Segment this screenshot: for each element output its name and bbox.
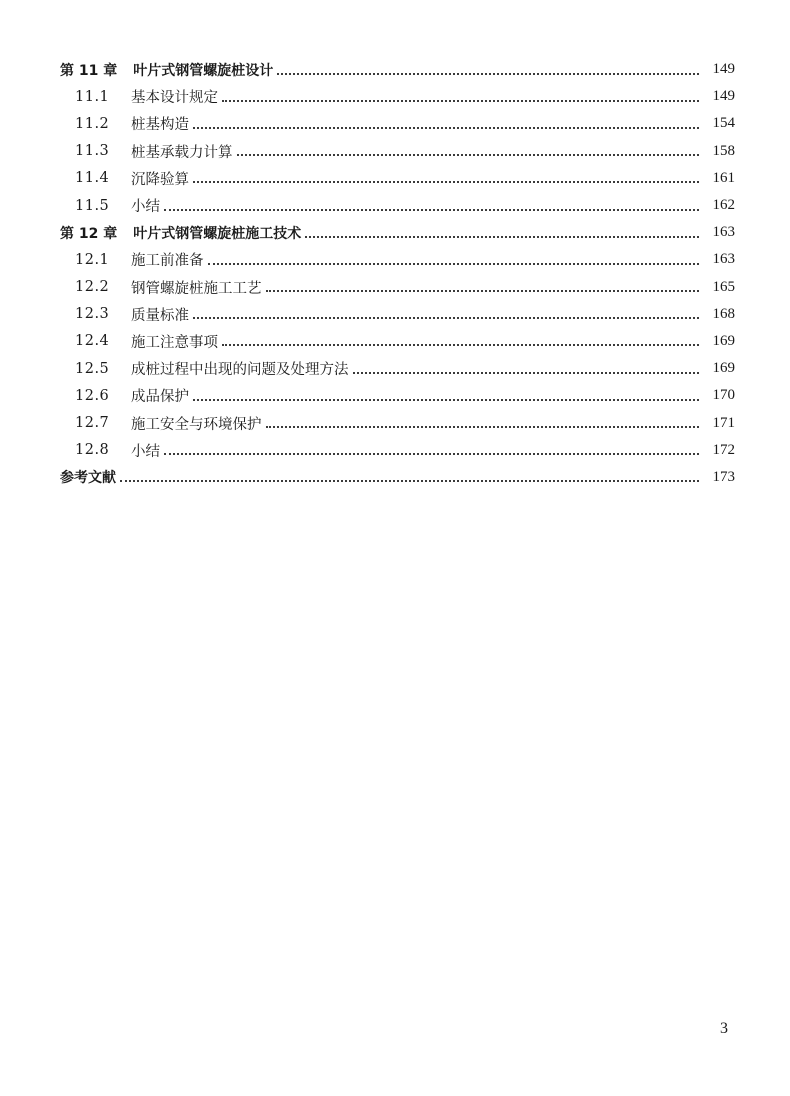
section-title: 钢管螺旋桩施工工艺 xyxy=(131,280,262,297)
dot-leader xyxy=(193,127,699,129)
section-number: 12.4 xyxy=(75,333,110,350)
toc-section[interactable] xyxy=(60,437,735,464)
section-number: 12.2 xyxy=(75,279,110,296)
dot-leader xyxy=(222,344,699,346)
section-number: 12.5 xyxy=(75,360,110,377)
section-number: 11.3 xyxy=(75,143,110,160)
page-ref: 149 xyxy=(712,88,735,105)
page-ref: 173 xyxy=(712,468,735,485)
dot-leader xyxy=(222,100,699,102)
section-number: 12.7 xyxy=(75,415,110,432)
section-title: 施工前准备 xyxy=(131,253,204,270)
references-title: 参考文献 xyxy=(60,470,116,487)
page-ref: 170 xyxy=(712,387,735,404)
toc-section[interactable] xyxy=(60,301,735,328)
section-title: 成桩过程中出现的问题及处理方法 xyxy=(131,362,349,379)
toc-section[interactable] xyxy=(60,192,735,219)
section-title: 质量标准 xyxy=(131,307,189,324)
toc-section[interactable] xyxy=(60,83,735,110)
dot-leader xyxy=(164,209,699,211)
section-title: 沉降验算 xyxy=(131,171,189,188)
toc-chapter-11[interactable] xyxy=(60,56,735,83)
section-number: 11.4 xyxy=(75,170,110,187)
chapter-number: 第 12 章 xyxy=(60,225,118,242)
section-title: 施工安全与环境保护 xyxy=(131,416,262,433)
chapter-number: 第 11 章 xyxy=(60,62,118,79)
page-ref: 161 xyxy=(712,169,735,186)
section-number: 12.3 xyxy=(75,306,110,323)
page-ref: 171 xyxy=(712,414,735,431)
dot-leader xyxy=(120,480,699,482)
page-ref: 158 xyxy=(712,142,735,159)
section-title: 桩基承载力计算 xyxy=(131,144,233,161)
dot-leader xyxy=(193,181,699,183)
section-number: 12.8 xyxy=(75,442,110,459)
section-number: 12.1 xyxy=(75,251,110,268)
page-ref: 154 xyxy=(712,115,735,132)
dot-leader xyxy=(208,263,700,265)
page-ref: 169 xyxy=(712,332,735,349)
section-title: 基本设计规定 xyxy=(131,90,218,107)
dot-leader xyxy=(277,73,699,75)
toc-references[interactable] xyxy=(60,464,735,491)
section-title: 成品保护 xyxy=(131,389,189,406)
section-title: 小结 xyxy=(131,443,160,460)
section-number: 11.2 xyxy=(75,115,110,132)
dot-leader xyxy=(193,317,699,319)
toc-section[interactable] xyxy=(60,274,735,301)
section-title: 小结 xyxy=(131,199,160,216)
toc-section[interactable] xyxy=(60,382,735,409)
page-ref: 162 xyxy=(712,197,735,214)
page-ref: 163 xyxy=(712,251,735,268)
section-number: 12.6 xyxy=(75,387,110,404)
page-number: 3 xyxy=(720,1020,728,1037)
toc-section[interactable] xyxy=(60,246,735,273)
page-ref: 149 xyxy=(712,61,735,78)
dot-leader xyxy=(164,453,699,455)
chapter-title: 叶片式钢管螺旋桩设计 xyxy=(133,62,274,79)
dot-leader xyxy=(305,236,699,238)
table-of-contents xyxy=(60,56,735,491)
page-ref: 165 xyxy=(712,278,735,295)
toc-section[interactable] xyxy=(60,165,735,192)
section-number: 11.5 xyxy=(75,197,110,214)
toc-section[interactable] xyxy=(60,110,735,137)
section-title: 桩基构造 xyxy=(131,117,189,134)
page-ref: 163 xyxy=(712,224,735,241)
toc-section[interactable] xyxy=(60,355,735,382)
dot-leader xyxy=(193,399,699,401)
page-ref: 169 xyxy=(712,360,735,377)
page-ref: 172 xyxy=(712,441,735,458)
chapter-title: 叶片式钢管螺旋桩施工技术 xyxy=(133,225,302,242)
toc-section[interactable] xyxy=(60,328,735,355)
toc-section[interactable] xyxy=(60,409,735,436)
dot-leader xyxy=(266,426,700,428)
section-title: 施工注意事项 xyxy=(131,334,218,351)
section-number: 11.1 xyxy=(75,88,110,105)
dot-leader xyxy=(237,154,700,156)
toc-section[interactable] xyxy=(60,138,735,165)
toc-chapter-12[interactable] xyxy=(60,219,735,246)
page-ref: 168 xyxy=(712,305,735,322)
dot-leader xyxy=(353,372,700,374)
dot-leader xyxy=(266,290,700,292)
